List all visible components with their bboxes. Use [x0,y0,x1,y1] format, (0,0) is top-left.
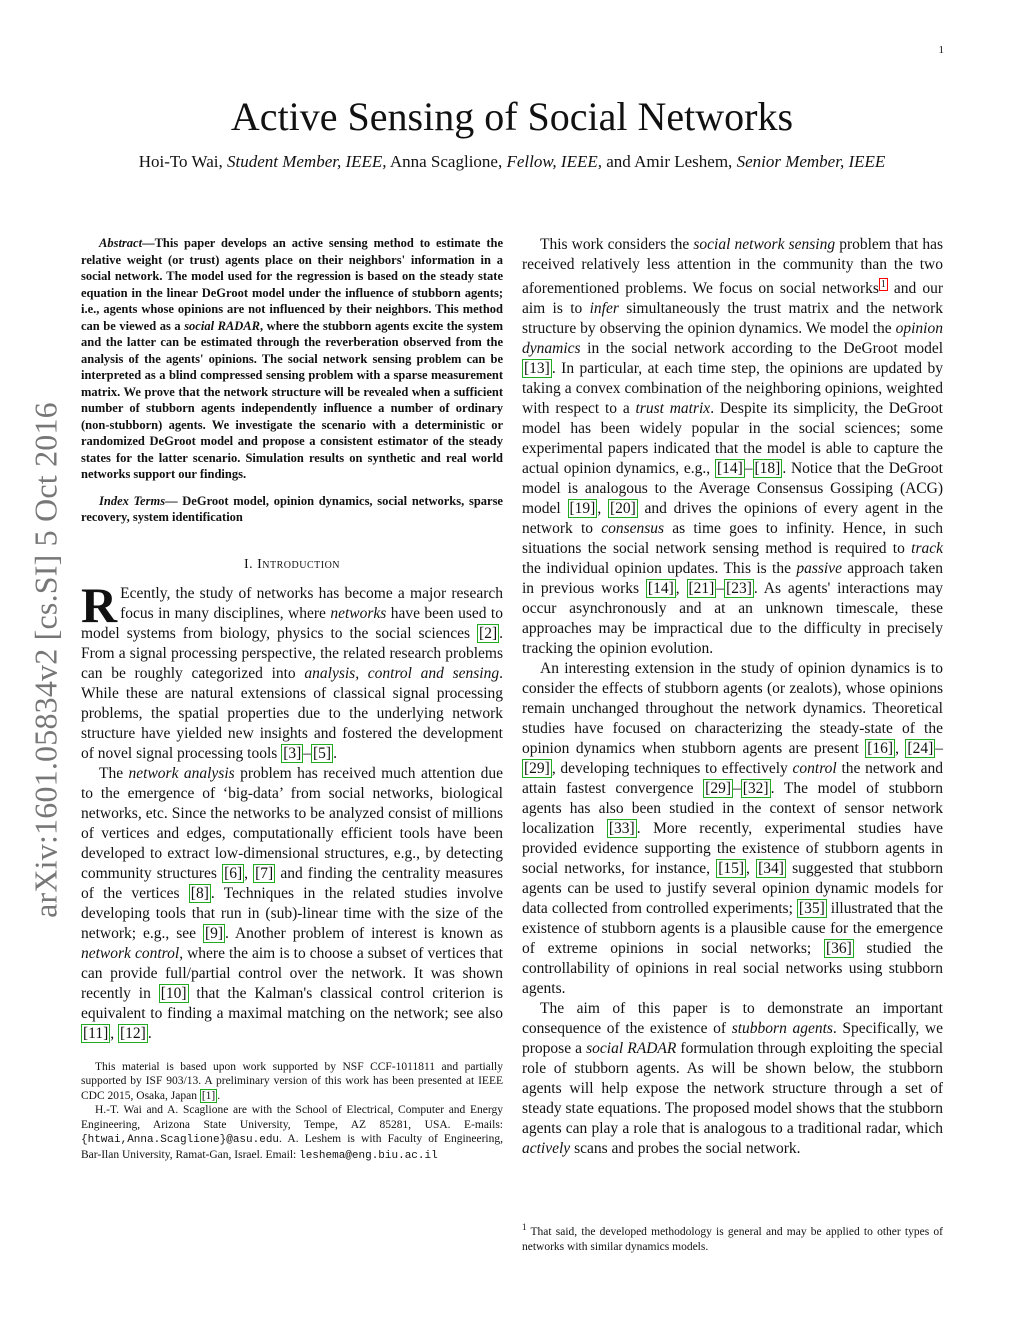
citation-link[interactable]: [35] [798,900,825,918]
body-paragraph: An interesting extension in the study of opinion dynamics is to consider the effects of stubborn agents (or zealots), whose opinions remain unchanged throughout the network dynamics. Theoretical studies have focused on characterizing the steady-state of the opinion dynamics when stubborn agents are present [16] , [24] –[29] , developing techniques to effectively control the network and attain fastest convergence [29] – [32] . The model of stubborn agents has also been studied in the context of sensor network localization [33] . More recently, experimental studies have provided evidence supporting the existence of stubborn agents in social networks, for instance, [15] , [34] suggested that stubborn agents can be used to justify several opinion dynamic models for data collected from controlled experiments; [35] illustrated that the existence of stubborn agents is a plausible cause for the emergence of extreme opinions in social networks; [36] studied the controllability of opinions in real social networks using stubborn agents. [522,660,943,998]
citation-link[interactable]: [2] [479,624,498,642]
citation-link[interactable]: [36] [825,940,852,958]
citation-link[interactable]: [9] [204,924,224,942]
citation-link[interactable]: [34] [758,860,784,878]
right-column [522,235,943,1159]
footnote-1 [522,1220,943,1255]
funding-note: This material is based upon work supported by NSF CCF-1011811 and partially supported by ISF 903/13. A preliminary version of this work has been presented at IEEE CDC 2015, Osaka, Japan [1] . [81,1060,503,1102]
paper-title: Active Sensing of Social Networks [230,94,794,139]
footnote-text: That said, the developed methodology is general and may be applied to other types of networks with similar dynamics models. [522,1225,943,1253]
citation-link[interactable]: [11] [83,1024,109,1042]
intro-paragraph-2: The network analysis problem has received much attention due to the emergence of ‘big-data’ from social networks, biological networks, etc. Since the networks to be analyzed consist of millions of vertices and edges, computationally efficient tools have been developed to extract low-dimensional structures, e.g., by detecting community structures [6] , [7] and finding the centrality measures of the vertices [8] . Techniques in the related studies involve developing tools that run in (sub)-linear time with the size of the network; e.g., see [9] . Another problem of interest is known as network control, where the aim is to choose a subset of vertices that can provide full/partial control over the network. It was shown recently in [10] that the Kalman's classical control criterion is equivalent to finding a maximal matching on the network; see also [11] , [12] . [81,764,504,1042]
citation-link[interactable]: [1] [201,1089,216,1102]
author-membership: Student Member, IEEE, [226,152,387,171]
citation-link[interactable]: [3] [283,744,302,762]
abstract-label: Abstract [99,236,143,250]
email-link[interactable]: {htwai,Anna.Scaglione}@asu.edu [81,1134,280,1146]
citation-link[interactable]: [14] [716,460,743,478]
section-heading-introduction: I. Introduction [243,556,341,572]
page-number: 1 [938,44,944,56]
index-terms-label: Index Terms [99,493,166,508]
author-membership: Fellow, IEEE, [506,152,602,171]
citation-link[interactable]: [19] [569,500,596,518]
citation-link[interactable]: [20] [609,500,636,518]
affiliation-note: H.-T. Wai and A. Scaglione are with the School of Electrical, Computer and Energy Engineering, Arizona State University, Tempe, AZ 85281, USA. E-mails: {htwai,Anna.Scaglione}@asu.edu. A. Leshem is with Faculty of Engineering, Bar-Ilan University, Ramat-Gan, Israel. Email: leshema@eng.biu.ac.il [81,1104,503,1162]
citation-link[interactable]: [10] [160,984,187,1002]
citation-link[interactable]: [24] [907,740,934,758]
drop-cap: R [81,576,118,633]
footnote-number: 1 [522,1222,527,1232]
funding-footnote [81,1060,503,1164]
citation-link[interactable]: [14] [647,580,674,598]
citation-link[interactable]: [8] [190,884,209,902]
citation-link[interactable]: [16] [867,740,894,758]
citation-link[interactable]: [29] [524,760,550,778]
author-name: Anna Scaglione, [386,152,507,171]
citation-link[interactable]: [7] [255,864,274,882]
email-link[interactable]: leshema@eng.biu.ac.il [299,1149,438,1162]
citation-link[interactable]: [5] [313,744,332,762]
footnote-marker[interactable]: 1 [880,279,886,290]
author-name: and Amir Leshem, [602,152,737,171]
arxiv-identifier-stamp[interactable]: arXiv:1601.05834v2 [cs.SI] 5 Oct 2016 [27,402,64,918]
citation-link[interactable]: [33] [608,820,635,838]
left-column [81,235,503,1163]
citation-link[interactable]: [13] [524,360,550,378]
citation-link[interactable]: [6] [224,864,243,882]
index-terms: Index Terms— DeGroot model, opinion dynamics, social networks, sparse recovery, system identification [81,493,503,524]
citation-link[interactable]: [15] [718,860,745,878]
intro-paragraph-1: R Ecently, the study of networks has become a major research focus in many disciplines, where networks have been used to model systems from biology, physics to the social sciences [2] . From a signal processing perspective, the related research problems can be roughly categorized into analysis, control and sensing. While these are natural extensions of classical signal processing problems, the spatial properties due to the underlying network structure have yielded new insights and fostered the development of novel signal processing tools [3] – [5] . [81,576,503,762]
citation-link[interactable]: [12] [120,1024,146,1042]
citation-link[interactable]: [32] [742,780,769,798]
abstract: Abstract—This paper develops an active sensing method to estimate the relative weight (or trust) agents place on their neighbors' information in a social network. The model used for the regression is based on the steady state equation in the linear DeGroot model under the influence of stubborn agents; i.e., agents whose opinions are not influenced by their neighbors. This method can be viewed as a social RADAR, where the stubborn agents excite the system and the latter can be estimated through the reverberation observed from the analysis of the agents' opinions. The social network sensing problem can be interpreted as a blind compressed sensing problem with a sparse measurement matrix. We prove that the network structure will be revealed when a sufficient number of stubborn agents independently influence a number of ordinary (non-stubborn) agents. We investigate the scenario with a deterministic or randomized DeGroot model and propose a consistent estimator of the steady states for the latter scenario. Simulation results on synthetic and real world networks support our findings. [81,236,503,481]
citation-link[interactable]: [21] [688,580,715,598]
author-name: Hoi-To Wai, [138,152,227,171]
citation-link[interactable]: [18] [754,460,781,478]
body-paragraph: The aim of this paper is to demonstrate an important consequence of the existence of stubborn agents. Specifically, we propose a social RADAR formulation through exploiting the special role of stubborn agents. As will be shown below, the stubborn agents will help expose the network structure through a set of steady state equations. The proposed model shows that the stubborn agents can play a role that is analogous to a traditional radar, which actively scans and probes the social network. [522,1000,944,1158]
citation-link[interactable]: [23] [726,580,752,598]
citation-link[interactable]: [29] [705,780,731,798]
author-membership: Senior Member, IEEE [736,152,886,171]
body-paragraph: This work considers the social network sensing problem that has received relatively less attention in the community than the two aforementioned problems. We focus on social networks $^1$ and our aim is to infer simultaneously the trust matrix and the network structure by observing the opinion dynamics. We model the opinion dynamics in the social network according to the DeGroot model [13] . In particular, at each time step, the opinions are updated by taking a convex combination of the neighboring opinions, weighted with respect to a trust matrix. Despite its simplicity, the DeGroot model has been widely popular in the social sciences; some experimental papers indicated that the model is able to capture the actual opinion dynamics, e.g., [14] – [18] . Notice that the DeGroot model is analogous to the Average Consensus Gossiping (ACG) model [19] , [20] and drives the opinions of every agent in the network to consensus as time goes to infinity. Hence, in such situations the social network sensing method is required to track the individual opinion updates. This is the passive approach taken in previous works [14] , [21] – [23] . As agents' interactions may occur asynchronously and at an unknown timescale, these approaches may be impractical due to the difficulty in precisely tracking the opinion evolution. [522,236,943,658]
author-line [0,151,1024,173]
